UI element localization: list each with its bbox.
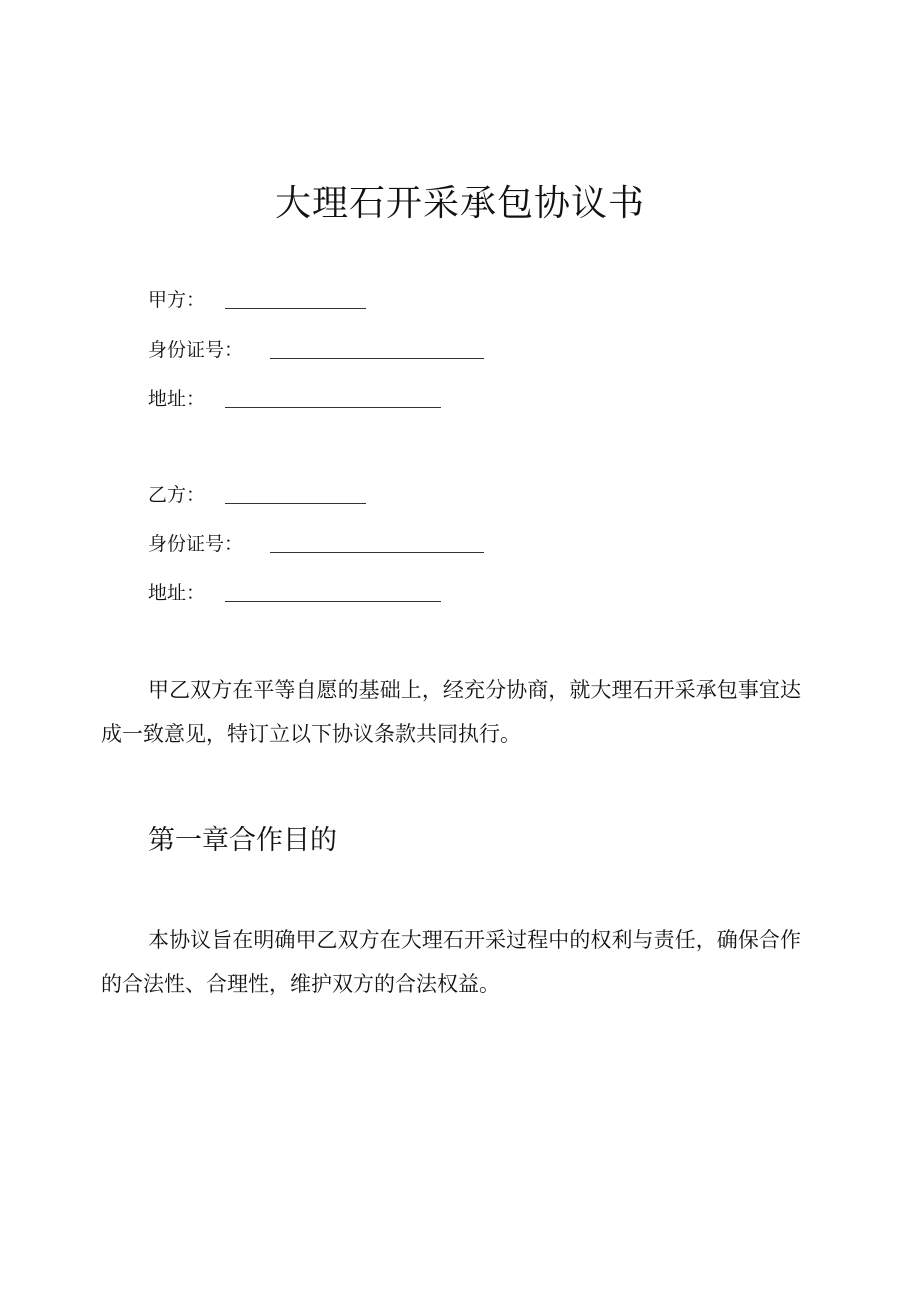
party-b-name-field (148, 479, 366, 511)
party-b-address-blank[interactable] (225, 577, 441, 602)
party-b-id-label: 身份证号： (148, 533, 244, 555)
party-a-address-field (148, 383, 441, 415)
party-b-address-label: 地址： (148, 582, 206, 604)
chapter-1-heading: 第一章合作目的 (148, 825, 337, 856)
party-b-address-field (148, 577, 441, 609)
party-b-id-field (148, 528, 484, 560)
party-a-address-blank[interactable] (225, 383, 441, 408)
party-a-id-label: 身份证号： (148, 339, 244, 361)
party-a-name-field (148, 284, 366, 316)
party-a-id-field (148, 334, 484, 366)
party-b-name-label: 乙方： (148, 484, 206, 506)
party-a-id-blank[interactable] (270, 334, 484, 359)
party-b-id-blank[interactable] (270, 528, 484, 553)
party-a-name-blank[interactable] (225, 284, 366, 309)
intro-paragraph: 甲乙双方在平等自愿的基础上，经充分协商，就大理石开采承包事宜达成一致意见，特订立以下协议条款共同执行。 (101, 678, 801, 746)
party-a-name-label: 甲方： (148, 289, 206, 311)
chapter-1-paragraph: 本协议旨在明确甲乙双方在大理石开采过程中的权利与责任，确保合作的合法性、合理性，维护双方的合法权益。 (101, 928, 801, 996)
party-b-name-blank[interactable] (225, 479, 366, 504)
document-title: 大理石开采承包协议书 (274, 183, 645, 224)
party-a-address-label: 地址： (148, 388, 206, 410)
